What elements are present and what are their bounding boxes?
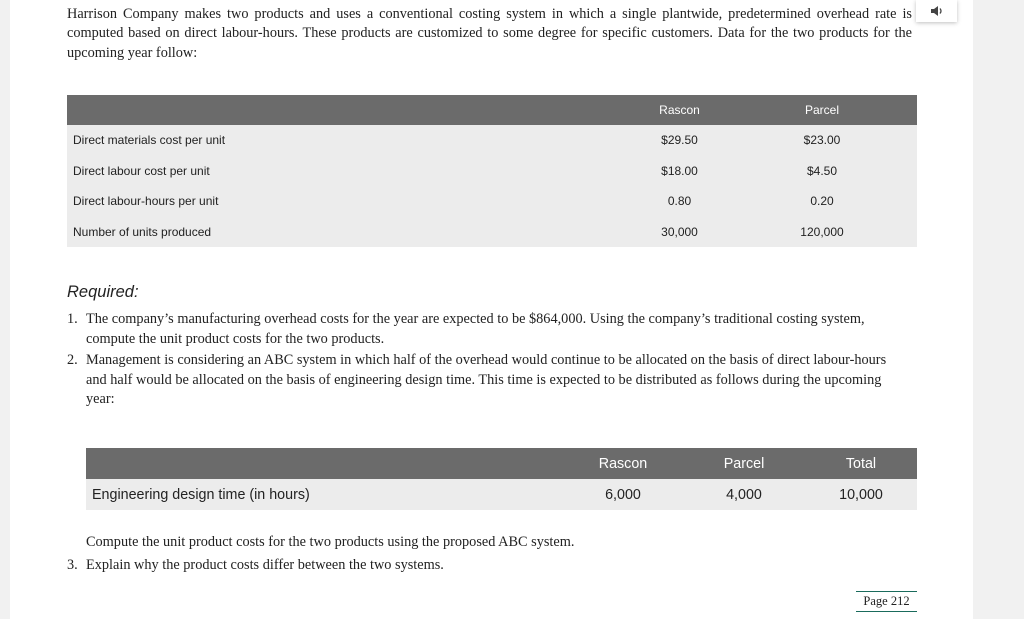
header-rascon: Rascon: [632, 95, 727, 125]
cell-rascon: $29.50: [632, 125, 727, 156]
row-label: Engineering design time (in hours): [86, 479, 563, 510]
page-reference: Page 212: [856, 591, 917, 612]
cell-parcel: $23.00: [727, 125, 917, 156]
header-blank: [67, 95, 632, 125]
cell-parcel: 120,000: [727, 217, 917, 248]
table-header-row: [86, 448, 917, 479]
row-label: Direct labour cost per unit: [67, 156, 632, 187]
table-header-row: [67, 95, 917, 125]
row-label: Direct labour-hours per unit: [67, 186, 632, 217]
speaker-icon: [930, 5, 944, 17]
cell-parcel: $4.50: [727, 156, 917, 187]
cell-rascon: 30,000: [632, 217, 727, 248]
cell-parcel: 4,000: [683, 479, 805, 510]
item-text: The company’s manufacturing overhead costs for the year are expected to be $864,000. Using the company’s traditional costing system, compute the unit product costs for the two products.: [86, 311, 865, 347]
cell-rascon: $18.00: [632, 156, 727, 187]
header-blank: [86, 448, 563, 479]
item-text: Compute the unit product costs for the two products using the proposed ABC system.: [86, 534, 575, 550]
item-number: 2.: [67, 352, 78, 368]
row-label: Number of units produced: [67, 217, 632, 248]
item-text: Management is considering an ABC system in which half of the overhead would continue to be allocated on the basis of direct labour-hours and half would be allocated on the basis of engineering design time. This time is expected to be distributed as follows during the upcoming year:: [86, 352, 887, 407]
header-rascon: Rascon: [563, 448, 683, 479]
item-number: 3.: [67, 557, 78, 573]
cell-rascon: 6,000: [563, 479, 683, 510]
header-total: Total: [805, 448, 917, 479]
table-row: [86, 479, 917, 510]
cell-total: 10,000: [805, 479, 917, 510]
header-parcel: Parcel: [727, 95, 917, 125]
row-label: Direct materials cost per unit: [67, 125, 632, 156]
required-heading: Required:: [67, 283, 139, 301]
cell-rascon: 0.80: [632, 186, 727, 217]
cell-parcel: 0.20: [727, 186, 917, 217]
header-parcel: Parcel: [683, 448, 805, 479]
product-data-table: [67, 95, 917, 247]
item-text: Explain why the product costs differ between the two systems.: [86, 557, 444, 573]
table-row: [67, 217, 917, 248]
intro-paragraph: Harrison Company makes two products and uses a conventional costing system in which a single plantwide, predetermined overhead rate is computed based on direct labour-hours. These products are customized to some degree for specific customers. Data for the two products for the upcoming year follow:: [67, 6, 912, 61]
table-row: [67, 186, 917, 217]
table-row: [67, 125, 917, 156]
engineering-time-table: [86, 448, 917, 510]
item-number: 1.: [67, 311, 78, 327]
audio-button[interactable]: [916, 0, 957, 22]
table-row: [67, 156, 917, 187]
